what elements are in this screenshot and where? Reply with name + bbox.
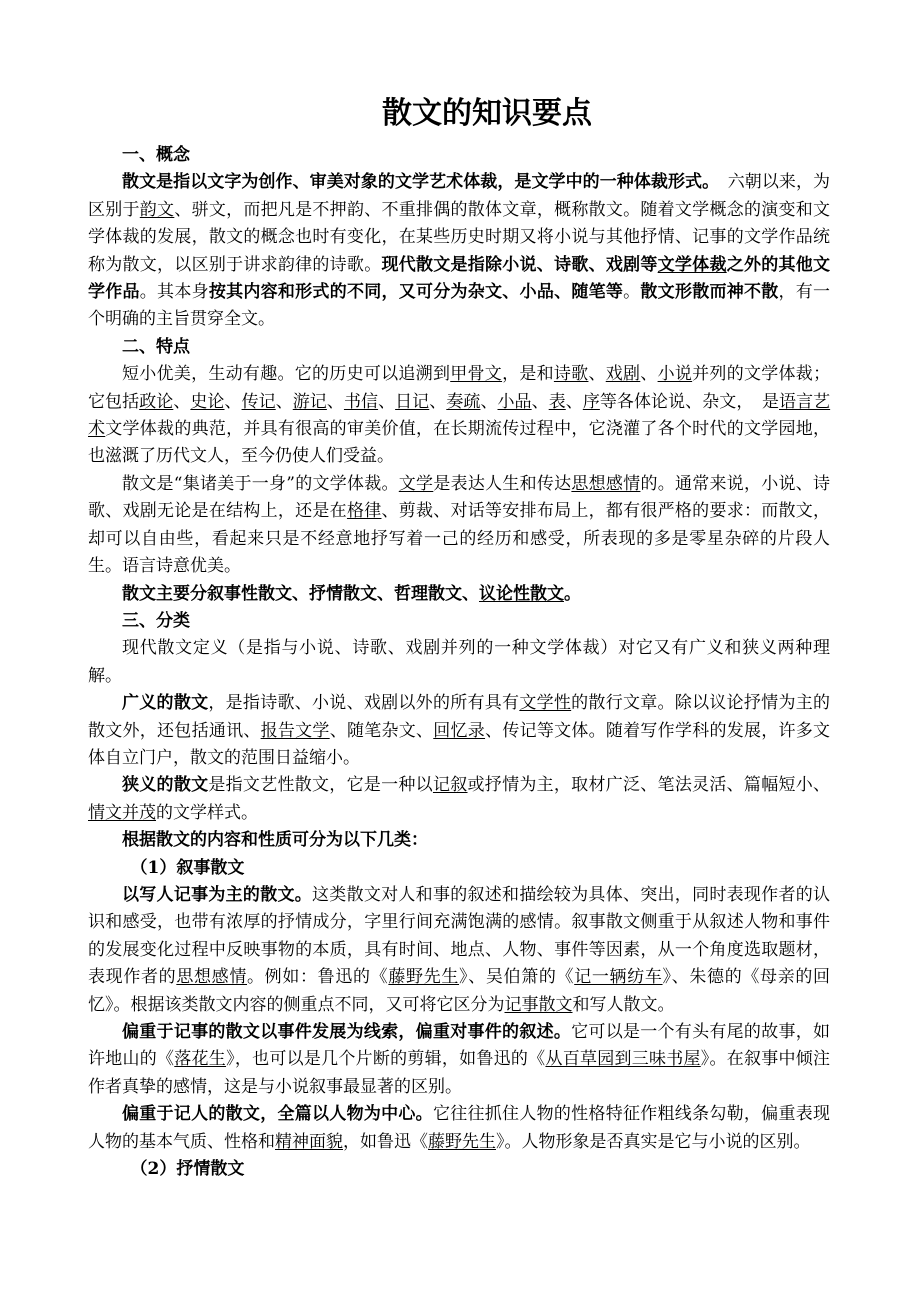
text: 、 [378, 391, 396, 412]
sub-heading-narrative: （1）叙事散文 [130, 857, 245, 878]
bold-text: 散文是指以文字为创作、审美对象的文学艺术体裁，是文学中的一种体裁形式。 [122, 172, 711, 193]
link-jixu[interactable]: 记叙 [432, 775, 468, 796]
link-shuxin[interactable]: 书信 [343, 391, 379, 412]
text: ，是指诗歌、小说、戏剧以外的所有具有 [208, 693, 520, 714]
text: 这类散文对人和事的叙述和描绘较为具体、突出，同时表现作者的认识和感受，也带有浓厚的抒情成分，字里行间充满饱满的感情。叙事散文侧重于从叙述人物和事件的发展变化过程中反映事物的本质，具有时间、地点、人物、事件等因素，从一个角度选取题材，表现作者的 [88, 884, 831, 988]
link-zoushu[interactable]: 奏疏 [446, 391, 481, 412]
bold-text: 散文形散而神不散 [640, 282, 779, 303]
types-heading: 根据散文的内容和性质可分为以下几类： [122, 830, 428, 851]
text: 、随笔杂文、 [329, 720, 434, 741]
text: 》、吴伯箫的《 [459, 967, 575, 988]
text: 、 [565, 391, 583, 412]
text: 、 [275, 391, 293, 412]
bold-text: 以写人记事为主的散文。 [122, 884, 313, 905]
link-wenxue[interactable]: 文学 [398, 473, 434, 494]
link-shige[interactable]: 诗歌 [553, 364, 589, 385]
text: 的。通常来说，小说、诗歌、戏剧无论是在结构上，还是在 [88, 473, 831, 522]
link-wenxuexing[interactable]: 文学性 [519, 693, 572, 714]
link-luohuasheng[interactable]: 落花生 [174, 1049, 227, 1070]
link-baicaoyuan[interactable]: 从百草园到三味书屋 [545, 1049, 701, 1070]
link-jishi-sanwen[interactable]: 记事散文 [504, 994, 573, 1015]
text: 、 [588, 364, 606, 385]
sub-heading-lyrical: （2）抒情散文 [130, 1159, 245, 1180]
section-heading-features: 二、特点 [122, 336, 190, 357]
text: 。例如：鲁迅的《 [247, 967, 389, 988]
text: 的散行文章。除以议论抒情为主的散文外，还包括通讯、 [88, 693, 831, 741]
link-wenxue-ticai[interactable]: 文学体裁 [657, 254, 727, 275]
text: 、 [173, 391, 191, 412]
bold-text: 狭义的散文 [122, 775, 209, 796]
link-huiyilu[interactable]: 回忆录 [433, 720, 486, 741]
bold-text: 偏重于记人的散文，全篇以人物为中心。 [122, 1104, 433, 1125]
link-ji-yiliang-fangche[interactable]: 记一辆纺车 [574, 967, 663, 988]
text: 、剪裁、对话等安排布局上，都有很严格的要求：而散文，却可以自由些，看起来只是不经意地抒写着一己的经历和感受，所表现的多是零星杂碎的片段人生。语言诗意优美。 [88, 501, 831, 577]
section-heading-classification: 三、分类 [122, 610, 190, 631]
link-xiaoshuo[interactable]: 小说 [657, 364, 693, 385]
link-yuyan-yishu[interactable]: 语言艺术 [88, 391, 831, 440]
text: 、 [480, 391, 498, 412]
text: ，有一个明确的主旨贯穿全文。 [88, 282, 831, 330]
paragraph-narrow-prose [88, 772, 830, 827]
section-heading-concept: 一、概念 [122, 145, 190, 165]
text: 。 [623, 282, 641, 303]
text: 和写人散文。 [572, 994, 675, 1015]
text: 它可以是一个有头有尾的故事，如许地山的《 [88, 1022, 831, 1070]
text: 是表达人生和传达 [433, 473, 572, 494]
link-xiaopin[interactable]: 小品 [497, 391, 532, 412]
link-tengye-xiansheng[interactable]: 藤野先生 [388, 967, 460, 988]
text: ，如鲁迅《 [343, 1131, 428, 1152]
link-yunwen[interactable]: 韵文 [139, 199, 175, 220]
text: 六朝以来，为区别于 [88, 172, 831, 220]
text: 》。人物形象是否真实是它与小说的区别。 [496, 1131, 811, 1152]
paragraph-broad-prose [88, 690, 830, 772]
text: 、骈文，而把凡是不押韵、不重排偶的散体文章，概称散文。随着文学概念的演变和文学体裁的发展，散文的概念也时有变化，在某些历史时期又将小说与其他抒情、记事的文学作品统称为散文，以区别于讲求韵律的诗歌。 [88, 199, 831, 275]
text: 散文是“集诸美于一身”的文学体裁。 [122, 473, 399, 494]
paragraph-narrative-definition [88, 882, 830, 1019]
paragraph-features-history [88, 361, 830, 471]
text: 》、朱德的《母亲的回忆》。根据该类散文内容的侧重点不同，又可将它区分为 [88, 967, 831, 1015]
text: ，是和 [502, 364, 554, 385]
text: 它往往抓住人物的性格特征作粗线条勾勒，偏重表现人物的基本气质、性格和 [88, 1104, 831, 1152]
text: 的文学样式。 [156, 802, 258, 823]
bold-text: 散文主要分叙事性散文、抒情散文、哲理散文、 [122, 583, 479, 604]
link-jiaguwen[interactable]: 甲骨文 [450, 364, 503, 385]
link-jingshen-mianmao[interactable]: 精神面貌 [275, 1131, 343, 1152]
text: 短小优美，生动有趣。它的历史可以追溯到 [122, 364, 451, 385]
bold-text: 偏重于记事的散文以事件发展为线索，偏重对事件的叙述。 [122, 1022, 572, 1042]
paragraph-features-collection [88, 471, 830, 581]
text: 、 [326, 391, 344, 412]
link-riji[interactable]: 日记 [395, 391, 430, 412]
bold-text: 。 [564, 583, 581, 604]
text: 、 [531, 391, 549, 412]
paragraph-concept-definition [88, 169, 830, 333]
paragraph-classification-intro: 现代散文定义（是指与小说、诗歌、戏剧并列的一种文学体裁）对它又有广义和狭义两种理解。 [88, 638, 830, 686]
document-title: 散文的知识要点 [382, 96, 592, 131]
link-yilunxing-sanwen[interactable]: 议论性散文 [479, 583, 564, 604]
paragraph-person-focused [88, 1101, 830, 1156]
bold-text: 广义的散文 [122, 693, 209, 714]
text: 、 [224, 391, 242, 412]
link-baogao-wenxue[interactable]: 报告文学 [260, 720, 330, 741]
link-biao[interactable]: 表 [548, 391, 566, 412]
text: 、 [640, 364, 658, 385]
bold-text: 现代散文是指除小说、诗歌、戏剧等 [381, 254, 658, 275]
link-youji[interactable]: 游记 [292, 391, 327, 412]
text: 。其本身 [139, 282, 209, 303]
link-xiju[interactable]: 戏剧 [605, 364, 641, 385]
bold-text: 按其内容和形式的不同，又可分为杂文、小品、随笔等 [208, 282, 624, 303]
text: 文学体裁的典范，并具有很高的审美价值，在长期流传过程中，它浇灌了各个时代的文学园地，也滋溉了历代文人，至今仍使人们受益。 [88, 419, 831, 467]
text: 》，也可以是几个片断的剪辑，如鲁迅的《 [226, 1049, 546, 1070]
text: 并列的文学体裁；它包括 [88, 364, 831, 412]
link-zhuanji[interactable]: 传记 [241, 391, 276, 412]
link-qingwen-bingmao[interactable]: 情文并茂 [88, 802, 156, 823]
text: 等各体论说、杂文， 是 [599, 391, 780, 412]
bold-text: 之外的其他文学作品 [88, 254, 831, 303]
text: 》。在叙事中倾注作者真挚的感情，这是与小说叙事最显著的区别。 [88, 1049, 831, 1097]
link-gelv[interactable]: 格律 [346, 501, 382, 522]
link-tengye-xiansheng-2[interactable]: 藤野先生 [428, 1131, 496, 1152]
paragraph-event-focused [88, 1019, 830, 1101]
text: 是指文艺性散文，它是一种以 [208, 775, 433, 796]
text: 或抒情为主，取材广泛、笔法灵活、篇幅短小、 [467, 775, 831, 796]
link-xu[interactable]: 序 [582, 391, 600, 412]
link-zhenglun[interactable]: 政论 [139, 391, 174, 412]
link-sixiang-ganqing[interactable]: 思想感情 [571, 473, 641, 494]
link-shilun[interactable]: 史论 [190, 391, 225, 412]
text: 、传记等文体。随着写作学科的发展，许多文体自立门户，散文的范围日益缩小。 [88, 720, 831, 768]
text: 、 [429, 391, 447, 412]
paragraph-features-types [88, 581, 830, 608]
link-sixiang-ganqing-2[interactable]: 思想感情 [176, 967, 248, 988]
